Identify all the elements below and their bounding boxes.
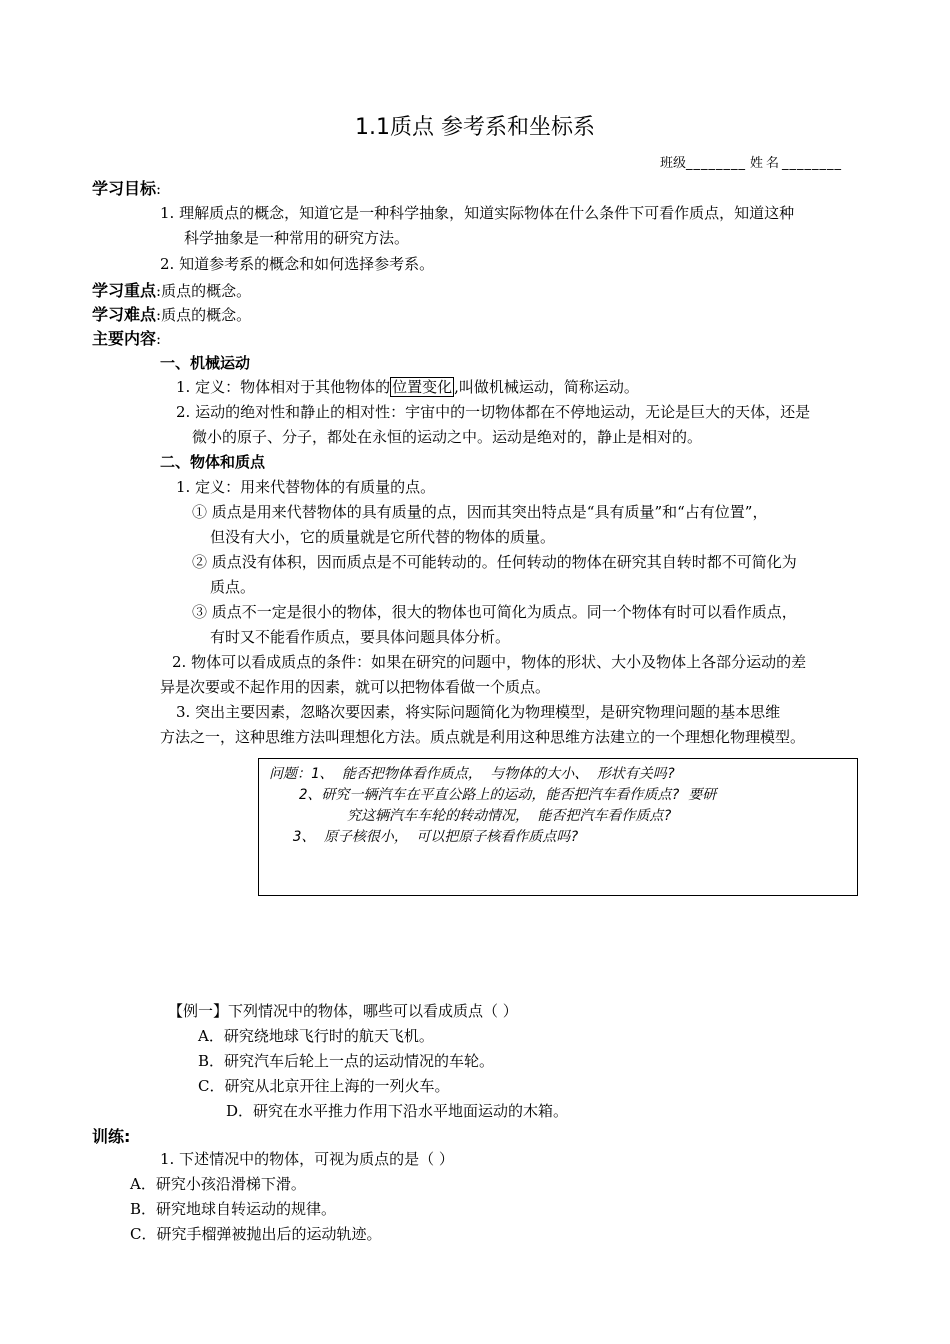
question-box: [258, 758, 858, 896]
training-stem: 1. 下述情况中的物体，可视为质点的是（ ）: [160, 1150, 454, 1168]
boxed-term: 位置变化: [392, 378, 453, 396]
training-option-c: C．研究手榴弹被抛出后的运动轨迹。: [130, 1225, 382, 1243]
main-content-heading: 主要内容:: [92, 329, 162, 348]
question-1: 问题：1、 能否把物体看作质点， 与物体的大小、 形状有关吗?: [269, 766, 676, 782]
key-point: 学习重点:质点的概念。: [92, 281, 252, 300]
class-label: 班级: [660, 156, 687, 171]
example-option-b: B．研究汽车后轮上一点的运动情况的车轮。: [198, 1052, 495, 1070]
section2-p3-line1: 3. 突出主要因素，忽略次要因素，将实际问题简化为物理模型，是研究物理问题的基本思维: [176, 703, 781, 721]
name-blank[interactable]: ________: [782, 156, 843, 171]
page-title: 1.1质点 参考系和坐标系: [355, 115, 595, 140]
section1-heading: 一、机械运动: [160, 354, 251, 372]
example-option-d: D．研究在水平推力作用下沿水平地面运动的木箱。: [226, 1102, 569, 1120]
class-name-line: [660, 152, 842, 171]
example-option-a: A．研究绕地球飞行时的航天飞机。: [198, 1027, 434, 1045]
objective-2: 2. 知道参考系的概念和如何选择参考系。: [160, 255, 435, 273]
objective-1-line2: 科学抽象是一种常用的研究方法。: [184, 229, 410, 247]
question-2-line1: 2、研究一辆汽车在平直公路上的运动，能否把汽车看作质点? 要研: [299, 787, 717, 803]
note-3-line2: 有时又不能看作质点，要具体问题具体分析。: [210, 628, 511, 646]
name-label: 姓名: [750, 156, 783, 171]
example-stem: 【例一】下列情况中的物体，哪些可以看成质点（ ）: [168, 1002, 518, 1020]
section2-p3-line2: 方法之一，这种思维方法叫理想化方法。质点就是利用这种思维方法建立的一个理想化物理模型。: [160, 728, 806, 746]
difficulty: 学习难点:质点的概念。: [92, 305, 252, 324]
training-heading: 训练:: [92, 1127, 131, 1146]
example-option-c: C．研究从北京开往上海的一列火车。: [198, 1077, 450, 1095]
section1-definition: 1. 定义：物体相对于其他物体的 位置变化 ,叫做机械运动，简称运动。: [176, 378, 639, 396]
section2-heading: 二、物体和质点: [160, 453, 266, 471]
note-2-line2: 质点。: [210, 578, 256, 596]
note-3-line1: ③ 质点不一定是很小的物体，很大的物体也可简化为质点。同一个物体有时可以看作质点，: [192, 603, 797, 621]
section2-p2-line1: 2. 物体可以看成质点的条件：如果在研究的问题中，物体的形状、大小及物体上各部分运动的差: [172, 653, 807, 671]
section2-definition: 1. 定义：用来代替物体的有质量的点。: [176, 478, 436, 496]
training-option-b: B．研究地球自转运动的规律。: [130, 1200, 337, 1218]
training-option-a: A．研究小孩沿滑梯下滑。: [130, 1175, 306, 1193]
note-1-line2: 但没有大小，它的质量就是它所代替的物体的质量。: [210, 528, 556, 546]
objective-1-line1: 1. 理解质点的概念，知道它是一种科学抽象，知道实际物体在什么条件下可看作质点，知道这种: [160, 204, 795, 222]
section1-p2-line1: 2. 运动的绝对性和静止的相对性：宇宙中的一切物体都在不停地运动，无论是巨大的天体，还是: [176, 403, 811, 421]
class-blank[interactable]: ________: [686, 156, 747, 171]
question-3: 3、 原子核很小， 可以把原子核看作质点吗?: [293, 829, 579, 845]
section2-p2-line2: 异是次要或不起作用的因素，就可以把物体看做一个质点。: [160, 678, 551, 696]
objectives-heading: 学习目标:: [92, 179, 162, 198]
note-2-line1: ② 质点没有体积，因而质点是不可能转动的。任何转动的物体在研究其自转时都不可简化为: [192, 553, 797, 571]
question-2-line2: 究这辆汽车车轮的转动情况， 能否把汽车看作质点?: [347, 808, 672, 824]
section1-p2-line2: 微小的原子、分子，都处在永恒的运动之中。运动是绝对的，静止是相对的。: [192, 428, 703, 446]
note-1-line1: ① 质点是用来代替物体的具有质量的点，因而其突出特点是“具有质量”和“占有位置”，: [192, 503, 768, 521]
